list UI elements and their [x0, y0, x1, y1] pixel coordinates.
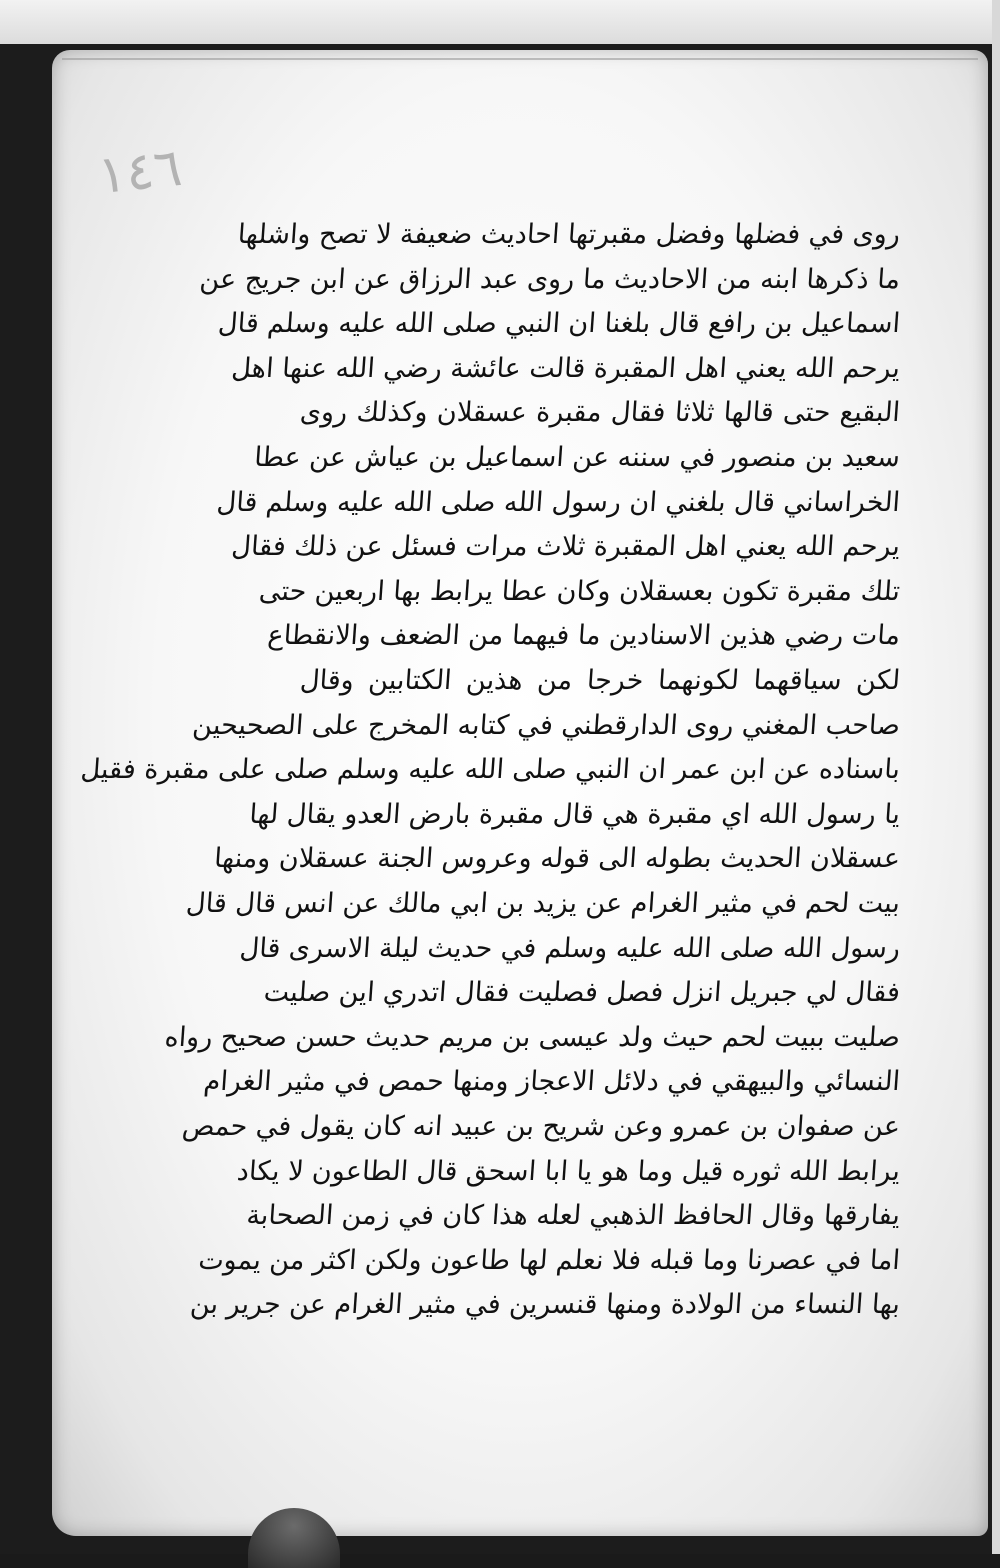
- manuscript-line: يرحم الله يعني اهل المقبرة ثلاث مرات فسئل عن ذلك فقال: [230, 531, 902, 563]
- scanner-edge-strip: [0, 0, 1000, 44]
- manuscript-line: يرحم الله يعني اهل المقبرة قالت عائشة رضي الله عنها اهل: [230, 352, 902, 384]
- manuscript-line: صاحب المغني روى الدارقطني في كتابه المخرج على الصحيحين: [191, 709, 902, 741]
- manuscript-line: لكن سياقهما لكونهما خرجا من هذين الكتابين وقال: [298, 665, 902, 696]
- folio-number: ١٤٦: [95, 137, 185, 207]
- manuscript-line: يرابط الله ثوره قيل وما هو يا ابا اسحق قال الطاعون لا يكاد: [235, 1155, 902, 1187]
- manuscript-line: النسائي والبيهقي في دلائل الاعجاز ومنها حمص في مثير الغرام: [202, 1066, 902, 1098]
- manuscript-line: بيت لحم في مثير الغرام عن يزيد بن ابي مالك عن انس قال قال: [185, 888, 902, 919]
- manuscript-text-block: [79, 212, 902, 1332]
- manuscript-line: عن صفوان بن عمرو وعن شريح بن عبيد انه كان يقول في حمص: [180, 1111, 902, 1142]
- manuscript-line: ما ذكرها ابنه من الاحاديث ما روى عبد الرزاق عن ابن جريج عن: [198, 263, 902, 295]
- page-edge-line: [62, 58, 978, 60]
- manuscript-line: فقال لي جبريل انزل فصل فصليت فقال اتدري اين صليت: [262, 977, 902, 1009]
- manuscript-line: اسماعيل بن رافع قال بلغنا ان النبي صلى الله عليه وسلم قال: [217, 308, 902, 340]
- manuscript-line: روى في فضلها وفضل مقبرتها احاديث ضعيفة لا تصح واشلها: [236, 219, 902, 250]
- manuscript-line: الخراساني قال بلغني ان رسول الله صلى الله عليه وسلم قال: [215, 486, 902, 518]
- manuscript-line: بها النساء من الولادة ومنها قنسرين في مثير الغرام عن جرير بن: [189, 1289, 902, 1321]
- manuscript-line: سعيد بن منصور في سننه عن اسماعيل بن عياش عن عطا: [253, 442, 902, 473]
- manuscript-line: مات رضي هذين الاسنادين ما فيهما من الضعف والانقطاع: [266, 620, 902, 652]
- manuscript-line: باسناده عن ابن عمر ان النبي صلى الله عليه وسلم صلى على مقبرة فقيل: [79, 754, 902, 786]
- manuscript-line: يفارقها وقال الحافظ الذهبي لعله هذا كان في زمن الصحابة: [245, 1200, 902, 1232]
- manuscript-line: البقيع حتى قالها ثلاثا فقال مقبرة عسقلان وكذلك روى: [298, 397, 902, 429]
- manuscript-line: رسول الله صلى الله عليه وسلم في حديث ليلة الاسرى قال: [238, 932, 902, 964]
- manuscript-line: اما في عصرنا وما قبله فلا نعلم لها طاعون ولكن اكثر من يموت: [197, 1244, 902, 1276]
- manuscript-line: صليت ببيت لحم حيث ولد عيسى بن مريم حديث حسن صحيح رواه: [163, 1021, 902, 1053]
- manuscript-line: يا رسول الله اي مقبرة هي قال مقبرة بارض العدو يقال لها: [248, 798, 902, 830]
- scanner-side-strip: [992, 0, 1000, 1554]
- manuscript-line: تلك مقبرة تكون بعسقلان وكان عطا يرابط بها اربعين حتى: [257, 575, 902, 607]
- manuscript-line: عسقلان الحديث بطوله الى قوله وعروس الجنة عسقلان ومنها: [213, 843, 902, 875]
